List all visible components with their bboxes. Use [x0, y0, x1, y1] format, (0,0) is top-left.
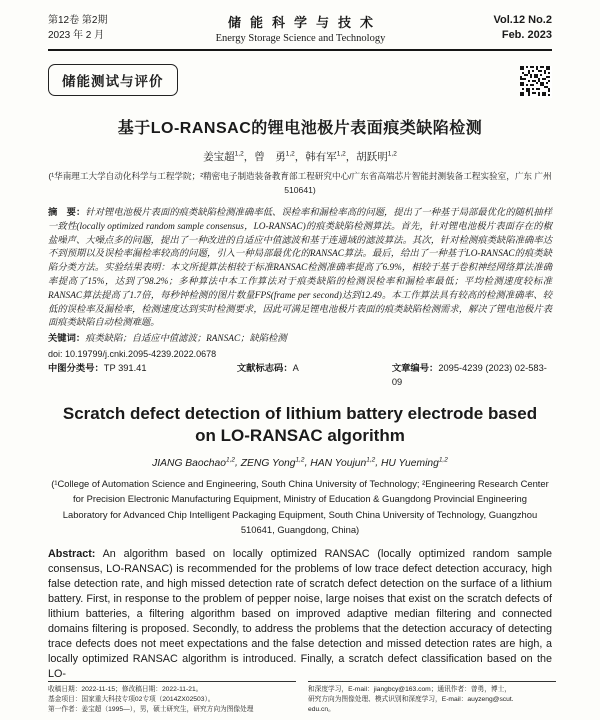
masthead-title-block: [216, 12, 386, 44]
footnote-right-column: [308, 681, 556, 715]
author-cn: 曾 勇$^{1,2}$: [254, 150, 295, 163]
abstract-en-text: An algorithm based on locally optimized RANSAC (locally optimized random sample consensus, LO-RANSAC) is recommended for the problems of low trace defect detection accuracy, high false detection rate, and high missed detection rate of scratch defect detection on the surface of a lithium battery. First, in response to the problem of pepper noise, large noises that exist on the scratch defects of lithium batteries, a filtering algorithm based on improved adaptive median filtering and connected domains filtering is proposed. Secondly, to address the problems that the detection accuracy of detecting trace defects does not meet expectations and the false detection and missed detection rates are high, a locally optimized RANSAC algorithm is introduced. Finally, a scratch defect classification based on the LO-: [48, 547, 552, 680]
author-cn: 韩有军$^{1,2}$: [305, 150, 346, 163]
corresponding-author-line: 研究方向为图像处理、模式识别和深度学习，E-mail：auyzeng@scut.: [308, 696, 514, 703]
first-author-line: 第一作者：姜宝超（1995—），男，硕士研究生，研究方向为图像处理: [48, 706, 254, 713]
classification-row: [48, 362, 552, 389]
author-en: JIANG Baochao$^{1,2}$: [152, 456, 236, 469]
doi-label: doi:: [48, 348, 66, 359]
keywords-text: 痕类缺陷；自适应中值滤波；RANSAC；缺陷检测: [85, 334, 287, 345]
masthead-issue-block: [48, 13, 107, 43]
article-no-cell: 文章编号：2095-4239 (2023) 02-583-09: [391, 363, 547, 387]
affiliation-en: (¹College of Automation Science and Engineering, South China University of Technology; ²Engineering Research Center for Precision Electronic Manufacturing Equipment, Ministry of Education & Guangdong Provincial Engineering Laboratory for Advanced Chip Intelligent Packaging Equipment, South China University of Technology, Guangzhou 510641, Guangdong, China): [51, 477, 549, 536]
abstract-cn: [48, 206, 552, 331]
issue-cn: 第12卷 第2期: [48, 15, 108, 26]
received-date-line: 收稿日期：2022-11-15；修改稿日期：2022-11-21。: [48, 686, 203, 693]
date-en: Feb. 2023: [501, 29, 552, 41]
doi-line: [48, 348, 552, 362]
author-cn: 姜宝超$^{1,2}$: [203, 150, 244, 163]
article-title-en: Scratch defect detection of lithium battery electrode based on LO-RANSAC algorithm: [62, 404, 538, 446]
author-en: ZENG Yong$^{1,2}$: [240, 456, 305, 469]
section-badge: 储能测试与评价: [48, 64, 178, 96]
keywords-label: 关键词：: [48, 333, 86, 344]
author-en: HAN Youjun$^{1,2}$: [310, 456, 376, 469]
header-rule: [48, 49, 552, 51]
footnote-left-column: [48, 681, 296, 715]
keywords-line: [48, 332, 552, 347]
footnote-area: [48, 681, 556, 715]
abstract-en-label: Abstract:: [48, 547, 96, 560]
qr-code: [520, 66, 552, 98]
date-cn: 2023 年 2 月: [48, 30, 105, 41]
journal-title-cn: 储能科学与技术: [227, 15, 382, 30]
masthead-volume-block: [494, 13, 552, 43]
volume-en: Vol.12 No.2: [493, 14, 552, 26]
journal-masthead: [48, 12, 552, 51]
author-cn: 胡跃明$^{1,2}$: [356, 150, 397, 163]
journal-title-en: Energy Storage Science and Technology: [215, 33, 386, 44]
affiliation-cn: (¹华南理工大学自动化科学与工程学院；²精密电子制造装备教育部工程研究中心/广东省高端芯片智能封测装备工程实验室，广东 广州 510641): [48, 171, 552, 195]
abstract-cn-label: 摘 要：: [48, 207, 86, 217]
email-continuation-line: edu.cn。: [308, 706, 335, 713]
author-contact-line: 和深度学习，E-mail：jiangbcy@163.com；通讯作者：曾勇，博士，: [308, 686, 511, 693]
doi-value: 10.19799/j.cnki.2095-4239.2022.0678: [65, 348, 217, 359]
article-title-cn: 基于LO-RANSAC的锂电池极片表面痕类缺陷检测: [117, 120, 483, 137]
funding-line: 基金项目：国家重大科技专项02专项（2014ZX02503）。: [48, 696, 215, 703]
authors-cn: 姜宝超$^{1,2}$，曾 勇$^{1,2}$，韩有军$^{1,2}$，胡跃明$^{1,2}$: [203, 150, 397, 163]
clc-cell: 中图分类号：TP 391.41: [48, 363, 147, 374]
abstract-cn-text: 针对锂电池极片表面的痕类缺陷检测准确率低、误检率和漏检率高的问题，提出了一种基于局部最优化的随机抽样一致性(locally optimized random sample consensus，LO-RANSAC)的痕类缺陷检测算法。首先，针对锂电池极片表面存在的椒盐噪声、大噪点多的问题，提出了一种改进的自适应中值滤波和基于连通域的滤波算法。其次，针对检测痕类缺陷准确率达不到预期以及误检率漏检率较高的问题，引入一种局部最优化的RANSAC算法。最后，给出了一种基于LO-RANSAC的痕类缺陷分类方法。实验结果表明：本文所提算法相较于标准RANSAC检测准确率提高了6.9%，相较于基于卷积神经网络算法准确率提高了15%，达到了98.2%；多种算法中本工作算法对于痕类缺陷的检测误检率和漏检率最低；平均检测速度较标准RANSAC算法提高了1.7倍，每秒钟检测的图片数量FPS(frame per second)达到12.49。本工作算法具有较高的检测准确率、较低的误检率及漏检率，检测速度达到实时检测要求，因此可满足锂电池极片表面的痕类缺陷检测需求，解决了锂电池极片表面痕类缺陷自动检测难题。: [48, 208, 552, 329]
author-en: HU Yueming$^{1,2}$: [381, 456, 448, 469]
authors-en: JIANG Baochao$^{1,2}$, ZENG Yong$^{1,2}$, HAN Youjun$^{1,2}$, HU Yueming$^{1,2}$: [152, 456, 448, 469]
doc-code-cell: 文献标志码：A: [236, 363, 299, 374]
abstract-en: [48, 547, 552, 682]
